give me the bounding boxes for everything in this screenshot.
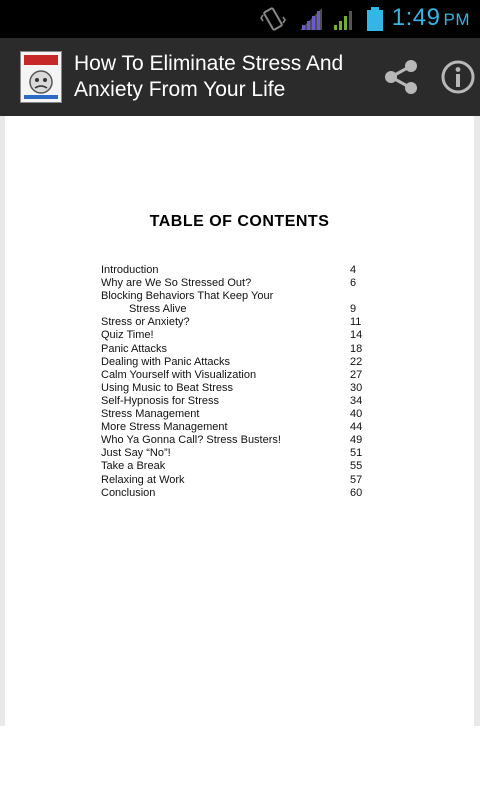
- toc-row: [101, 290, 401, 303]
- toc-row-label: Panic Attacks: [101, 342, 168, 355]
- toc-row-page: 18: [350, 342, 363, 355]
- toc-row-label: Calm Yourself with Visualization: [101, 368, 257, 381]
- toc-row: [101, 329, 401, 342]
- toc-row-label: Using Music to Beat Stress: [101, 381, 234, 394]
- action-bar: [0, 38, 480, 116]
- clock-ampm: PM: [443, 10, 470, 29]
- toc-row: [101, 421, 401, 434]
- clock: [392, 4, 470, 32]
- status-bar: [0, 0, 480, 38]
- toc-row: [101, 395, 401, 408]
- toc-row: [101, 447, 401, 460]
- toc-row-label: Introduction: [101, 264, 159, 276]
- toc-row-label: Stress or Anxiety?: [101, 316, 190, 329]
- toc-row-page: 57: [350, 473, 363, 486]
- toc-row: [101, 382, 401, 395]
- toc-row: [101, 474, 401, 487]
- toc-row-page: 30: [350, 381, 363, 394]
- info-icon[interactable]: [440, 59, 476, 95]
- toc-row-label: Take a Break: [101, 460, 166, 473]
- share-icon[interactable]: [382, 58, 420, 96]
- document-page[interactable]: [5, 116, 474, 726]
- toc-row-page: 55: [350, 460, 363, 473]
- toc-row-label: Stress Alive: [129, 303, 187, 316]
- toc-row-page: 4: [350, 264, 357, 276]
- toc-row-page: 40: [350, 408, 363, 421]
- toc-title: TABLE OF CONTENTS: [149, 213, 330, 230]
- toc-row-label: More Stress Management: [101, 421, 228, 434]
- toc-row-page: 6: [350, 277, 357, 290]
- toc-row: [101, 303, 401, 316]
- toc-row-page: 51: [350, 447, 363, 460]
- signal-strength-icon: [298, 6, 324, 32]
- toc-row: [101, 408, 401, 421]
- toc-row-page: 44: [350, 421, 363, 434]
- signal-strength-icon: [330, 6, 356, 32]
- toc-row: [101, 356, 401, 369]
- toc-row-page: 22: [350, 355, 363, 368]
- toc-row-label: Blocking Behaviors That Keep Your: [101, 290, 274, 303]
- toc-row-page: 34: [350, 394, 363, 407]
- toc-list: [101, 264, 401, 500]
- toc-row-label: Why are We So Stressed Out?: [101, 277, 252, 290]
- toc-row-label: Conclusion: [101, 486, 156, 499]
- toc-row-label: Just Say “No”!: [101, 447, 171, 460]
- toc-row-label: Stress Management: [101, 408, 200, 421]
- toc-row-label: Quiz Time!: [101, 329, 154, 342]
- toc-row-page: 14: [350, 329, 363, 342]
- bottom-area: [0, 726, 480, 800]
- document-viewer[interactable]: [0, 116, 480, 726]
- toc-row-page: 60: [350, 486, 363, 499]
- toc-row-page: 11: [350, 316, 362, 329]
- toc-row-label: Who Ya Gonna Call? Stress Busters!: [101, 434, 281, 447]
- toc-row-label: Self-Hypnosis for Stress: [101, 394, 219, 407]
- toc-row-label: Relaxing at Work: [101, 473, 185, 486]
- battery-icon: [366, 6, 384, 32]
- clock-time: 1:49: [391, 4, 441, 31]
- toc-row: [101, 460, 401, 473]
- toc-row-label: Dealing with Panic Attacks: [101, 355, 231, 368]
- toc-row-page: 9: [350, 303, 357, 316]
- vibrate-icon: [260, 6, 286, 32]
- toc-row-page: 49: [350, 434, 363, 447]
- toc-row: [101, 264, 401, 277]
- toc-row: [101, 369, 401, 382]
- toc-row: [101, 343, 401, 356]
- toc-row: [101, 316, 401, 329]
- toc-row: [101, 277, 401, 290]
- toc-row: [101, 434, 401, 447]
- toc-row-page: 27: [350, 368, 363, 381]
- toc-row: [101, 487, 401, 500]
- book-cover-image: [21, 52, 61, 102]
- book-cover-icon[interactable]: [20, 51, 62, 103]
- page-title: How To Eliminate Stress And Anxiety From Your Life: [74, 52, 344, 101]
